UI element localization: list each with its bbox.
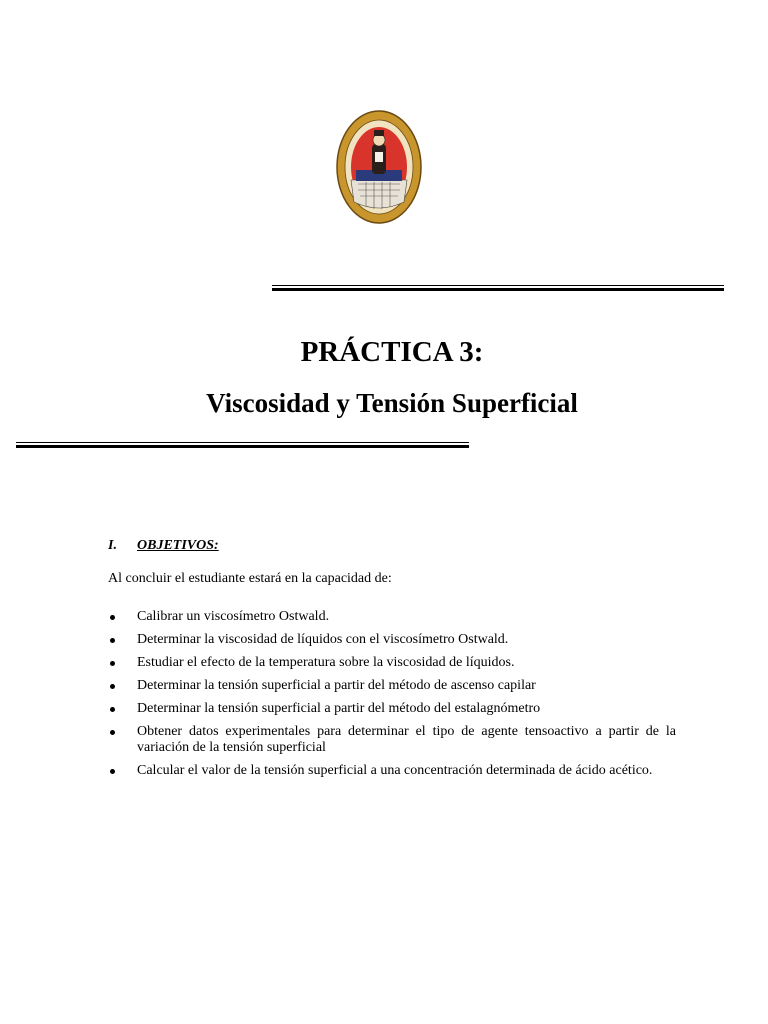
objectives-list bbox=[108, 609, 676, 786]
intro-text: Al concluir el estudiante estará en la capacidad de: bbox=[108, 571, 392, 586]
bullet-icon bbox=[110, 661, 115, 666]
section-heading bbox=[108, 538, 219, 554]
bottom-divider bbox=[16, 442, 469, 448]
list-item: Calibrar un viscosímetro Ostwald. bbox=[108, 609, 676, 625]
list-item: Estudiar el efecto de la temperatura sobre la viscosidad de líquidos. bbox=[108, 655, 676, 671]
page-subtitle: Viscosidad y Tensión Superficial bbox=[206, 388, 578, 418]
bullet-icon bbox=[110, 638, 115, 643]
bullet-icon bbox=[110, 730, 115, 735]
list-item: Calcular el valor de la tensión superficial a una concentración determinada de ácido acético. bbox=[108, 763, 676, 779]
list-item: Obtener datos experimentales para determinar el tipo de agente tensoactivo a partir de la variación de la tensión superficial bbox=[108, 724, 676, 756]
university-seal-icon bbox=[336, 110, 422, 224]
bullet-icon bbox=[110, 615, 115, 620]
page-title: PRÁCTICA 3: bbox=[300, 336, 484, 368]
list-item: Determinar la tensión superficial a partir del método del estalagnómetro bbox=[108, 701, 676, 717]
bullet-icon bbox=[110, 707, 115, 712]
list-item: Determinar la viscosidad de líquidos con el viscosímetro Ostwald. bbox=[108, 632, 676, 648]
top-divider bbox=[272, 285, 724, 291]
bullet-icon bbox=[110, 769, 115, 774]
list-item: Determinar la tensión superficial a partir del método de ascenso capilar bbox=[108, 678, 676, 694]
section-number: I. bbox=[108, 538, 117, 553]
section-title: OBJETIVOS: bbox=[137, 538, 219, 553]
bullet-icon bbox=[110, 684, 115, 689]
